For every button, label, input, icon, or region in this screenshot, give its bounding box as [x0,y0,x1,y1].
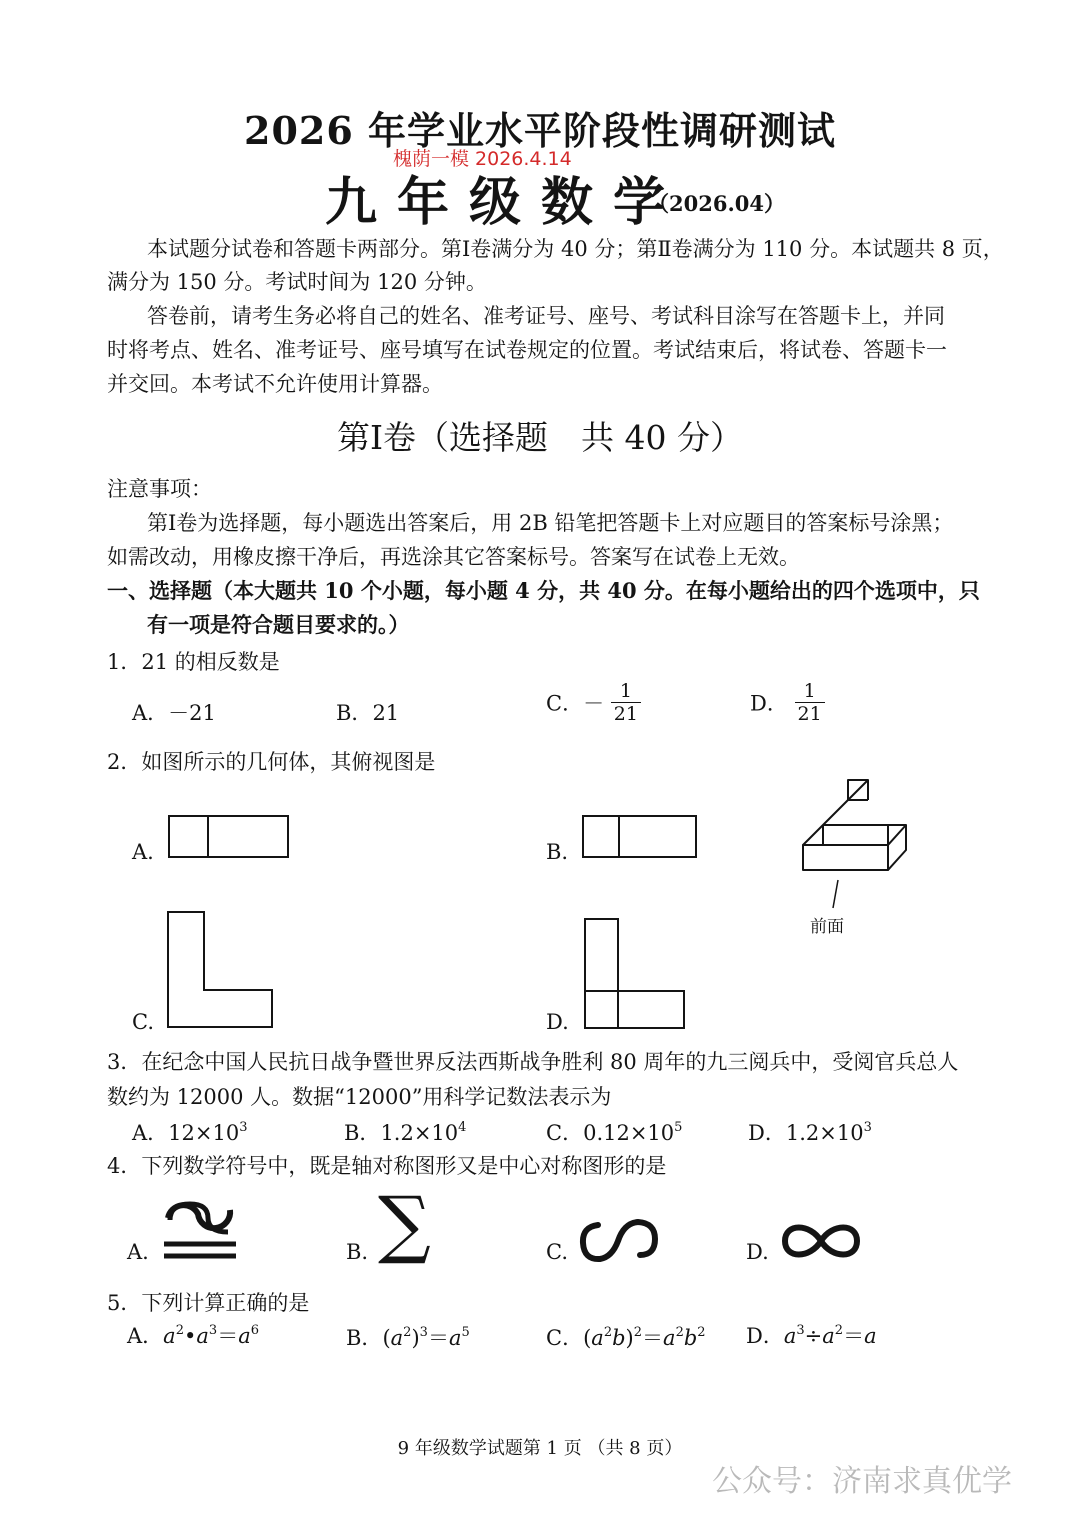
q2-option-a-label: A. [132,840,154,864]
q2-option-c-figure [166,910,276,1030]
q1-option-c: C．－ $\frac{1}{21}$ [546,680,641,725]
part-heading: 一、选择题（本大题共 10 个小题，每小题 4 分，共 40 分。在每小题给出的四个选项中，只 [107,578,980,603]
intro-line: 时将考点、姓名、准考证号、座号填写在试卷规定的位置。考试结束后，将试卷、答题卡一 [107,338,947,362]
q1-option-d: D． $\frac{1}{21}$ [750,680,825,725]
notice-label: 注意事项： [107,477,212,501]
front-label: 前面 [810,917,844,937]
q4-option-b-label: B. [346,1240,369,1264]
q2-option-d-figure [583,917,687,1031]
q3-option-b: B．$1.2\times 10^4$ [344,1120,467,1145]
q2-option-c-label: C. [132,1010,154,1034]
q3-option-d: D．$1.2\times 10^3$ [748,1120,872,1145]
subject-title: 九年级数学 [325,172,686,233]
q4-option-d-label: D. [746,1240,769,1264]
exam-title: 2026 年学业水平阶段性调研测试 [244,108,836,153]
q2-option-b-figure [582,815,698,859]
notice-line: 如需改动，用橡皮擦干净后，再选涂其它答案标号。答案写在试卷上无效。 [107,545,800,569]
q5-option-c: C．$(a^2b)^2=a^2b^2$ [546,1325,706,1350]
q4-option-a-label: A. [127,1240,149,1264]
question-1-stem: 1．21 的相反数是 [107,650,280,674]
handwritten-stamp: 槐荫一模 2026.4.14 [393,148,572,170]
q1-option-b: B．21 [336,701,400,725]
question-3-stem: 3．在纪念中国人民抗日战争暨世界反法西斯战争胜利 80 周年的九三阅兵中，受阅官兵总人 [107,1050,959,1074]
part-heading: 有一项是符合题目要求的。） [147,612,410,637]
q4-option-c-label: C. [546,1240,568,1264]
q2-option-b-label: B. [546,840,569,864]
question-4-stem: 4．下列数学符号中，既是轴对称图形又是中心对称图形的是 [107,1154,667,1178]
q4-option-b-symbol: ∑ [378,1181,431,1267]
intro-line: 答卷前，请考生务必将自己的姓名、准考证号、座号、考试科目涂写在答题卡上，并同 [147,304,945,328]
intro-line: 本试题分试卷和答题卡两部分。第Ⅰ卷满分为 40 分；第Ⅱ卷满分为 110 分。本试题共 8 页， [147,237,1004,261]
q2-option-d-label: D. [546,1010,569,1034]
q4-option-a-symbol [160,1196,240,1262]
q4-option-d-symbol [780,1218,862,1264]
notice-line: 第Ⅰ卷为选择题，每小题选出答案后，用 2B 铅笔把答题卡上对应题目的答案标号涂黑； [147,511,954,535]
question-3-stem: 数约为 12000 人。数据“12000”用科学记数法表示为 [107,1085,612,1109]
q3-option-c: C．$0.12\times 10^5$ [546,1120,683,1145]
q3-option-a: A．$12\times 10^3$ [132,1120,248,1145]
intro-line: 并交回。本考试不允许使用计算器。 [107,372,443,396]
question-2-stem: 2．如图所示的几何体，其俯视图是 [107,750,436,774]
q2-solid-figure [798,775,913,935]
q5-option-d: D．$a^3\div a^2=a$ [746,1323,877,1348]
exam-date: （2026.04） [648,191,785,216]
question-5-stem: 5．下列计算正确的是 [107,1291,310,1315]
page-footer: 9 年级数学试题第 1 页 （共 8 页） [397,1438,683,1459]
q4-option-c-symbol [578,1215,660,1265]
watermark: 公众号：济南求真优学 [712,1464,1012,1499]
q2-option-a-figure [168,815,290,859]
q1-option-a: A．－21 [132,701,216,725]
intro-line: 满分为 150 分。考试时间为 120 分钟。 [107,270,487,294]
q5-option-b: B．$(a^2)^3=a^5$ [346,1325,470,1350]
q5-option-a: A．$a^2•a^3=a^6$ [127,1323,259,1348]
section-title: 第Ⅰ卷（选择题 共 40 分） [336,418,743,457]
